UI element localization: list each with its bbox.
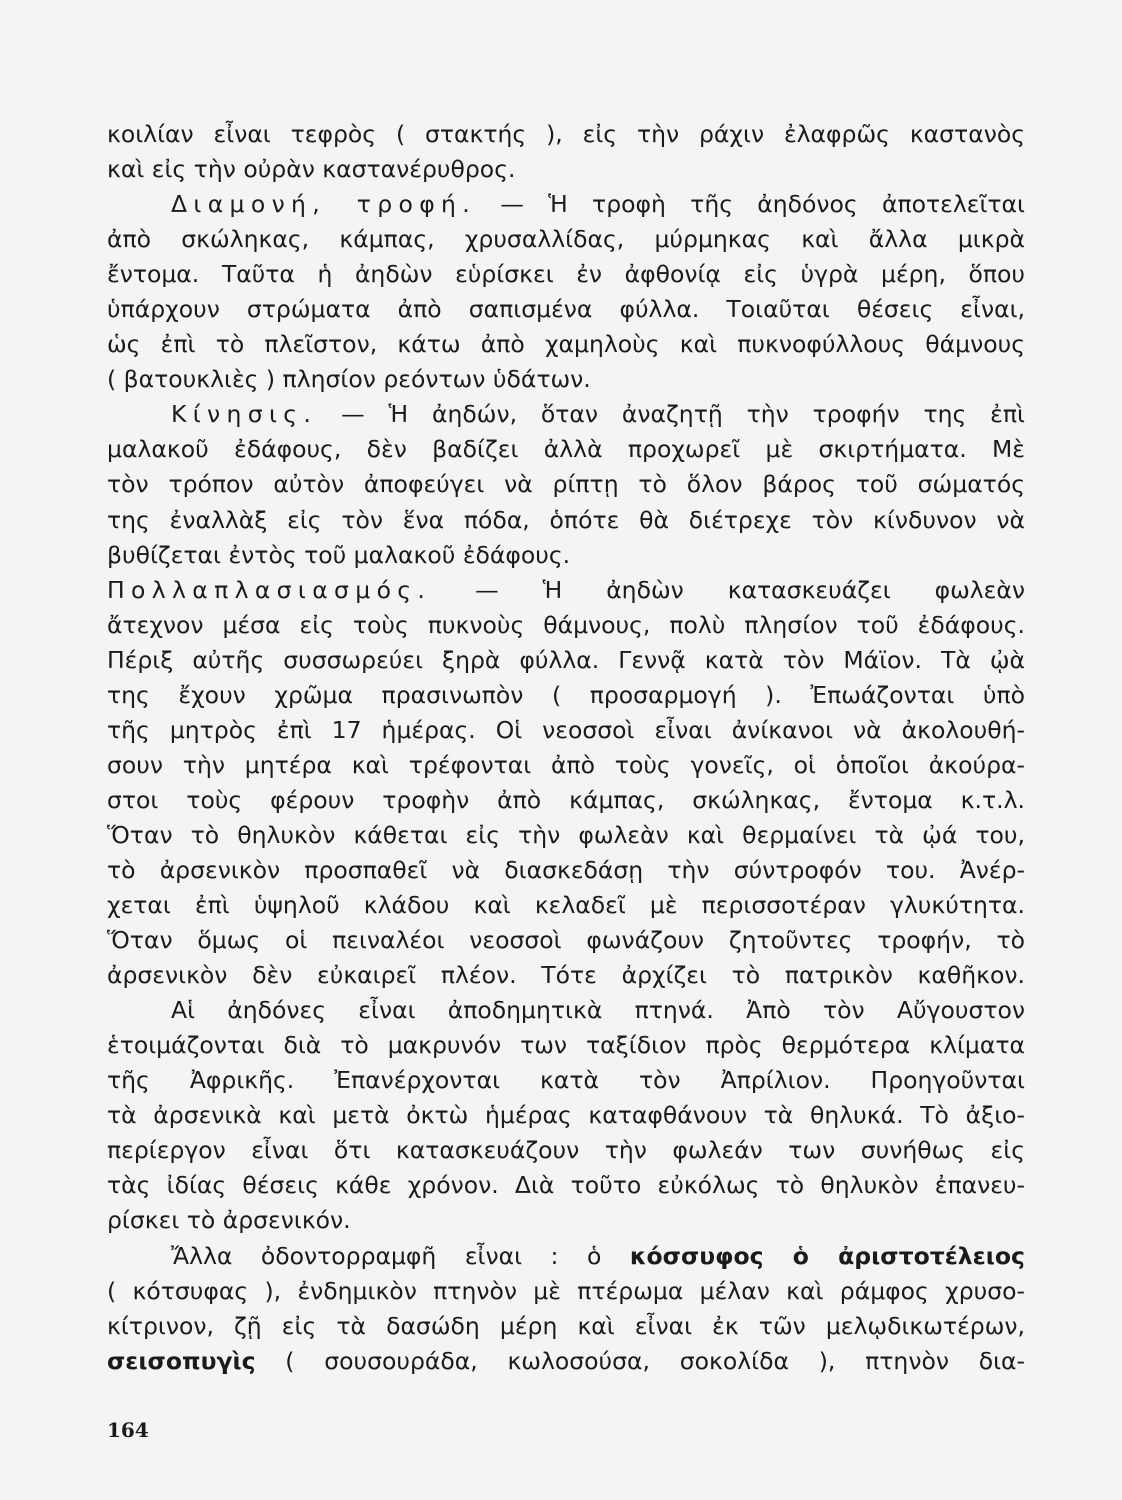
text-line: [107, 467, 1025, 502]
line-text: — Ἡ τροφὴ τῆς ἀηδόνος ἀποτελεῖται: [476, 190, 1026, 219]
line-text: ἔντομα. Ταῦτα ἡ ἀηδὼν εὑρίσκει ἐν ἀφθονίᾳ εἰς ὑγρὰ μέρη, ὅπου: [107, 260, 1025, 289]
section-heading: Διαμονή, τροφή.: [171, 190, 477, 219]
line-text: ἀπὸ σκώληκας, κάμπας, χρυσαλλίδας, μύρμηκας καὶ ἄλλα μικρὰ: [107, 225, 1025, 254]
line-text: τὰ ἀρσενικὰ καὶ μετὰ ὀκτὼ ἡμέρας καταφθάνουν τὰ θηλυκά. Τὸ ἀξιο-: [107, 1101, 1025, 1130]
text-line: [107, 432, 1025, 467]
text-line: [107, 1203, 1025, 1238]
text-line: [107, 1344, 1025, 1379]
text-line: [107, 1309, 1025, 1344]
text-line: [107, 1274, 1025, 1309]
text-line: [107, 503, 1025, 538]
line-text: τὸν τρόπον αὐτὸν ἀποφεύγει νὰ ρίπτῃ τὸ ὅλον βάρος τοῦ σώματός: [107, 470, 1025, 499]
text-line: [107, 152, 1025, 187]
line-text: της ἐναλλὰξ εἰς τὸν ἕνα πόδα, ὁπότε θὰ διέτρεχε τὸν κίνδυνον νὰ: [107, 505, 1025, 534]
page-text: [107, 117, 1025, 1379]
text-line: [107, 257, 1025, 292]
text-line: [107, 643, 1025, 678]
text-line: [107, 993, 1025, 1028]
text-line: [107, 222, 1025, 257]
text-line: [107, 292, 1025, 327]
text-line: [107, 1063, 1025, 1098]
text-line: [107, 327, 1025, 362]
text-line: [107, 678, 1025, 713]
text-line: [107, 1239, 1025, 1274]
line-text: τῆς μητρὸς ἐπὶ 17 ἡμέρας. Οἱ νεοσσοὶ εἶναι ἀνίκανοι νὰ ἀκολουθή-: [107, 715, 1025, 744]
text-line: [107, 818, 1025, 853]
line-text: Αἱ ἀηδόνες εἶναι ἀποδημητικὰ πτηνά. Ἀπὸ τὸν Αὔγουστον: [171, 996, 1025, 1025]
line-text: ὑπάρχουν στρώματα ἀπὸ σαπισμένα φύλλα. Τοιαῦται θέσεις εἶναι,: [107, 295, 1025, 324]
line-text: ρίσκει τὸ ἀρσενικόν.: [107, 1206, 351, 1235]
page-number: 164: [107, 1418, 149, 1442]
line-text: κοιλίαν εἶναι τεφρὸς ( στακτής ), εἰς τὴν ράχιν ἐλαφρῶς καστανὸς: [107, 120, 1025, 148]
line-text: — Ἡ ἀηδὼν κατασκευάζει φωλεὰν: [431, 575, 1025, 604]
text-line: [107, 538, 1025, 573]
text-line: [107, 117, 1025, 152]
text-line: [107, 748, 1025, 783]
line-text: ( βατουκλιὲς ) πλησίον ρεόντων ὑδάτων.: [107, 365, 591, 394]
line-text: τὰς ἰδίας θέσεις κάθε χρόνον. Διὰ τοῦτο εὐκόλως τὸ θηλυκὸν ἐπανευ-: [107, 1171, 1025, 1200]
text-line: [107, 1098, 1025, 1133]
text-line: [107, 888, 1025, 923]
line-text: της ἔχουν χρῶμα πρασινωπὸν ( προσαρμογή ). Ἐπωάζονται ὑπὸ: [107, 680, 1025, 709]
line-text: Ἄλλα ὀδοντορραμφῆ εἶναι : ὁ: [171, 1241, 630, 1270]
line-text: ἄτεχνον μέσα εἰς τοὺς πυκνοὺς θάμνους, πολὺ πλησίον τοῦ ἐδάφους.: [107, 610, 1025, 639]
text-line: [107, 608, 1025, 643]
line-text: — Ἡ ἀηδών, ὅταν ἀναζητῇ τὴν τροφήν της ἐπὶ: [317, 400, 1025, 429]
text-line: [107, 397, 1025, 432]
line-text: σουν τὴν μητέρα καὶ τρέφονται ἀπὸ τοὺς γονεῖς, οἱ ὁποῖοι ἀκούρα-: [107, 750, 1025, 779]
line-text: ὡς ἐπὶ τὸ πλεῖστον, κάτω ἀπὸ χαμηλοὺς καὶ πυκνοφύλλους θάμνους: [107, 330, 1025, 359]
line-text: μαλακοῦ ἐδάφους, δὲν βαδίζει ἀλλὰ προχωρεῖ μὲ σκιρτήματα. Μὲ: [107, 435, 1025, 464]
text-line: [107, 853, 1025, 888]
line-text: ἀρσενικὸν δὲν εὐκαιρεῖ πλέον. Τότε ἀρχίζει τὸ πατρικὸν καθῆκον.: [107, 961, 1025, 990]
text-line: [107, 923, 1025, 958]
line-text: ( σουσουράδα, κωλοσούσα, σοκολίδα ), πτηνὸν δια-: [255, 1346, 1025, 1375]
line-text: βυθίζεται ἐντὸς τοῦ μαλακοῦ ἐδάφους.: [107, 540, 571, 569]
text-line: [107, 1028, 1025, 1063]
text-line: [107, 573, 1025, 608]
section-heading: Πολλαπλασιασμός.: [107, 575, 432, 604]
line-text: Πέριξ αὐτῆς συσσωρεύει ξηρὰ φύλλα. Γεννᾷ κατὰ τὸν Μάϊον. Τὰ ᾠὰ: [107, 645, 1025, 674]
text-line: [107, 362, 1025, 397]
line-text: τὸ ἀρσενικὸν προσπαθεῖ νὰ διασκεδάσῃ τὴν σύντροφόν του. Ἀνέρ-: [107, 855, 1025, 884]
line-text: Ὅταν τὸ θηλυκὸν κάθεται εἰς τὴν φωλεὰν καὶ θερμαίνει τὰ ᾠά του,: [107, 820, 1025, 849]
bold-term: σεισοπυγὶς: [107, 1346, 256, 1375]
line-text: τῆς Ἀφρικῆς. Ἐπανέρχονται κατὰ τὸν Ἀπρίλιον. Προηγοῦνται: [107, 1066, 1025, 1095]
line-text: περίεργον εἶναι ὅτι κατασκευάζουν τὴν φωλεάν των συνήθως εἰς: [107, 1136, 1025, 1165]
section-heading: Κίνησις.: [171, 400, 318, 429]
text-line: [107, 713, 1025, 748]
bold-term: κόσσυφος ὁ ἀριστοτέλειος: [629, 1241, 1025, 1270]
text-line: [107, 187, 1025, 222]
line-text: ( κότσυφας ), ἐνδημικὸν πτηνὸν μὲ πτέρωμα μέλαν καὶ ράμφος χρυσο-: [107, 1276, 1025, 1305]
text-line: [107, 958, 1025, 993]
line-text: χεται ἐπὶ ὑψηλοῦ κλάδου καὶ κελαδεῖ μὲ περισσοτέραν γλυκύτητα.: [107, 891, 1025, 920]
text-line: [107, 1133, 1025, 1168]
text-line: [107, 1168, 1025, 1203]
line-text: κίτρινον, ζῇ εἰς τὰ δασώδη μέρη καὶ εἶναι ἐκ τῶν μελῳδικωτέρων,: [107, 1311, 1025, 1340]
line-text: στοι τοὺς φέρουν τροφὴν ἀπὸ κάμπας, σκώληκας, ἔντομα κ.τ.λ.: [107, 785, 1025, 814]
line-text: ἑτοιμάζονται διὰ τὸ μακρυνόν των ταξίδιον πρὸς θερμότερα κλίματα: [107, 1031, 1025, 1060]
text-line: [107, 783, 1025, 818]
line-text: καὶ εἰς τὴν οὐρὰν καστανέρυθρος.: [107, 155, 516, 184]
line-text: Ὅταν ὅμως οἱ πειναλέοι νεοσσοὶ φωνάζουν ζητοῦντες τροφήν, τὸ: [107, 926, 1025, 955]
